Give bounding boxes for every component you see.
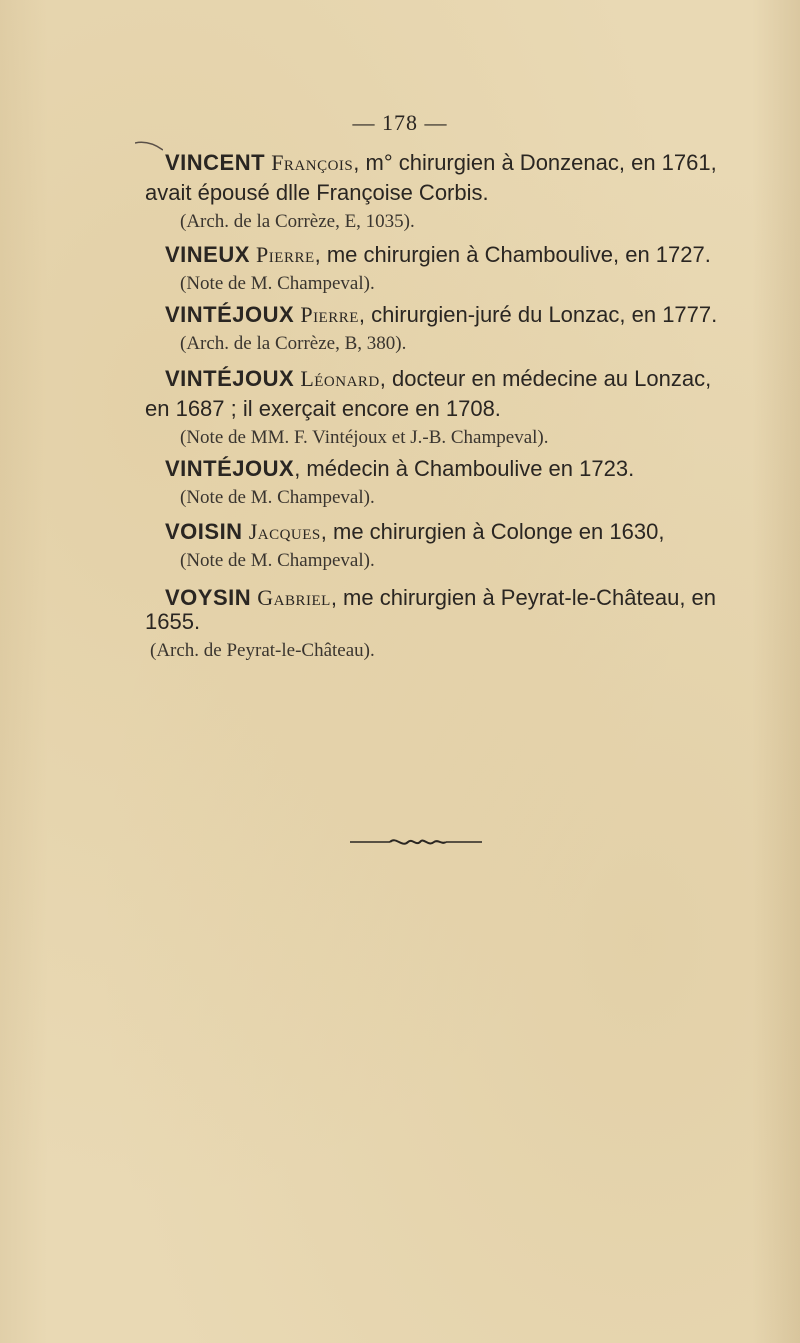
entry-text-continued: 1655. [145,609,201,634]
page-number: — 178 — [352,110,448,135]
pen-stroke-mark [135,140,163,152]
entry-name: VINCENT [165,150,266,175]
entry-source-note: (Arch. de la Corrèze, B, 380). [180,333,407,354]
entry-vintejoux [165,454,725,512]
entry-text: , docteur en médecine au Lonzac, [379,366,712,391]
entry-given-name: Gabriel [257,585,331,610]
entry-given-name: Pierre [300,302,359,327]
entry-name: VOISIN [165,519,243,544]
entry-vineux-pierre [165,240,725,298]
entry-vintejoux-leonard [165,364,725,394]
entry-text: , me chirurgien à Colonge en 1630, [320,519,665,544]
entry-text: , médecin à Chamboulive en 1723. [294,456,635,481]
entry-text: , chirurgien-juré du Lonzac, en 1777. [358,302,718,327]
entry-text: , m° chirurgien à Donzenac, en 1761, [353,150,717,175]
entry-source-note: (Arch. de la Corrèze, E, 1035). [180,211,415,232]
entry-text: , me chirurgien à Chamboulive, en 1727. [314,242,711,267]
entry-text-continued: en 1687 ; il exerçait encore en 1708. [145,396,501,421]
entry-name: VINTÉJOUX [165,302,295,327]
entry-name: VINEUX [165,242,250,267]
entry-source-note: (Note de M. Champeval). [180,487,375,508]
entry-name: VINTÉJOUX [165,366,295,391]
entry-source-note: (Arch. de Peyrat-le-Château). [150,640,375,661]
entry-vintejoux-pierre [165,300,725,358]
entry-vincent-francois [165,148,725,178]
entry-text: , me chirurgien à Peyrat-le-Château, en [330,585,717,610]
entry-name: VINTÉJOUX [165,456,295,481]
entry-name: VOYSIN [165,585,252,610]
entry-given-name: Léonard [300,366,380,391]
entry-given-name: François [271,150,354,175]
entry-given-name: Jacques [248,519,321,544]
entry-source-note: (Note de M. Champeval). [180,273,375,294]
entry-text-continued: avait épousé dlle Françoise Corbis. [145,180,489,205]
end-ornament-icon [350,836,482,848]
entry-voisin-jacques [165,517,725,575]
entry-source-note: (Note de MM. F. Vintéjoux et J.-B. Champeval). [180,427,549,448]
entry-source-note: (Note de M. Champeval). [180,550,375,571]
entry-given-name: Pierre [256,242,315,267]
